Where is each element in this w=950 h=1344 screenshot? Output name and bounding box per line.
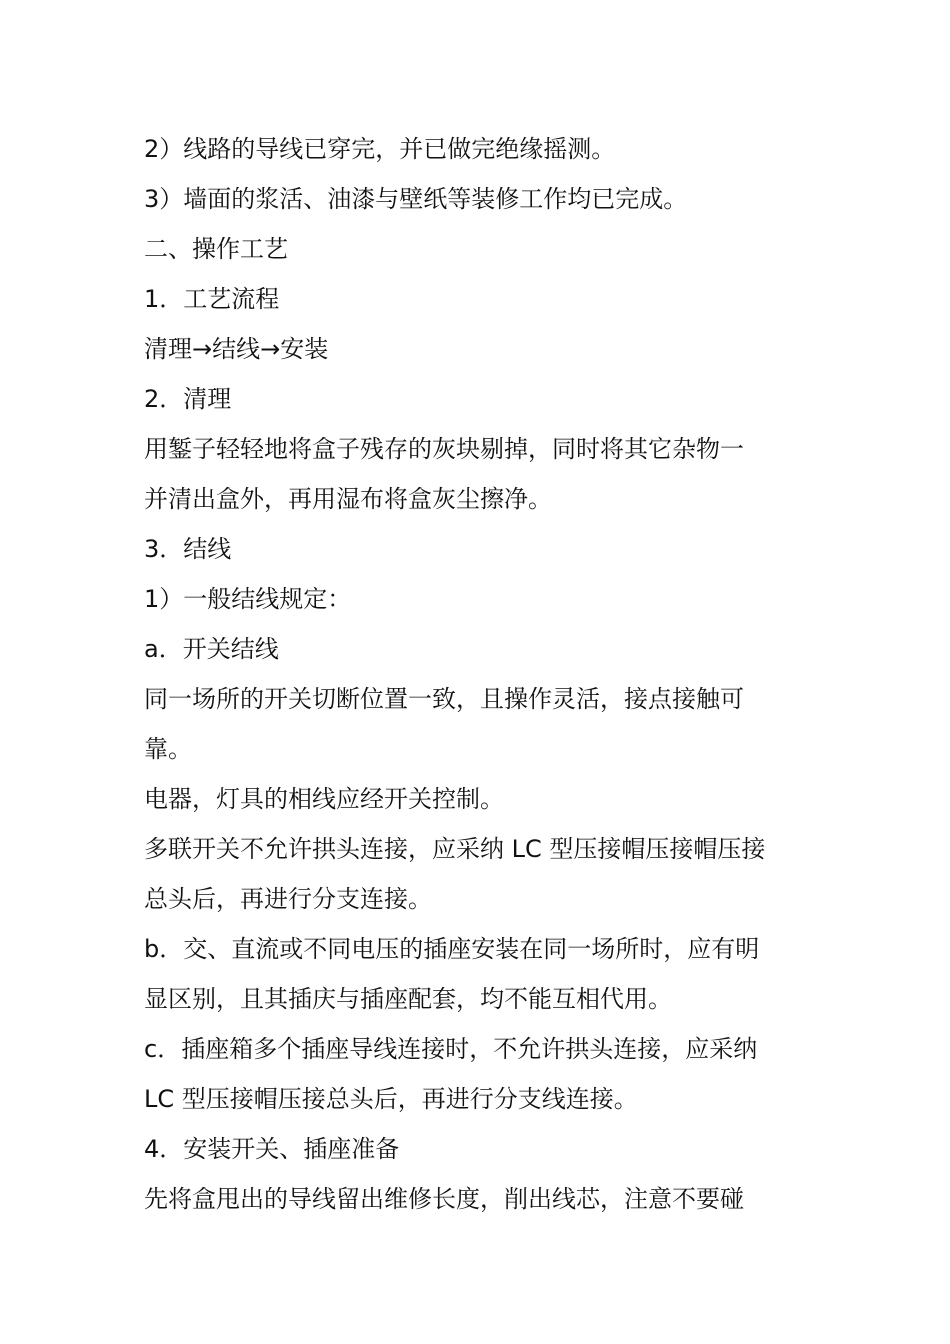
text-line: 3）墙面的浆活、油漆与壁纸等装修工作均已完成。 xyxy=(144,185,688,213)
subsection-heading: 1．工艺流程 xyxy=(144,285,280,313)
section-heading: 二、操作工艺 xyxy=(144,235,288,263)
text-line: 清理→结线→安装 xyxy=(144,335,329,363)
document-body xyxy=(144,124,808,1224)
text-line: a．开关结线 xyxy=(144,635,279,663)
text-line: 并清出盒外，再用湿布将盒灰尘擦净。 xyxy=(144,485,552,513)
text-line: LC 型压接帽压接总头后，再进行分支线连接。 xyxy=(144,1085,638,1113)
text-line: 靠。 xyxy=(144,735,192,763)
text-line: 2）线路的导线已穿完，并已做完绝缘摇测。 xyxy=(144,135,616,163)
text-line: c．插座箱多个插座导线连接时，不允许拱头连接，应采纳 xyxy=(144,1035,758,1063)
text-line: 用錾子轻轻地将盒子残存的灰块剔掉，同时将其它杂物一 xyxy=(144,435,744,463)
text-line: 总头后，再进行分支连接。 xyxy=(144,885,432,913)
text-line: 电器，灯具的相线应经开关控制。 xyxy=(144,785,504,813)
text-line: 多联开关不允许拱头连接，应采纳 LC 型压接帽压接帽压接 xyxy=(144,835,766,863)
text-line: b．交、直流或不同电压的插座安装在同一场所时，应有明 xyxy=(144,935,760,963)
subsection-heading: 4．安装开关、插座准备 xyxy=(144,1135,400,1163)
text-line: 同一场所的开关切断位置一致，且操作灵活，接点接触可 xyxy=(144,685,744,713)
text-line: 先将盒甩出的导线留出维修长度，削出线芯，注意不要碰 xyxy=(144,1185,744,1213)
subsection-heading: 2．清理 xyxy=(144,385,232,413)
text-line: 显区别，且其插庆与插座配套，均不能互相代用。 xyxy=(144,985,672,1013)
text-line: 1）一般结线规定： xyxy=(144,585,352,613)
subsection-heading: 3．结线 xyxy=(144,535,232,563)
